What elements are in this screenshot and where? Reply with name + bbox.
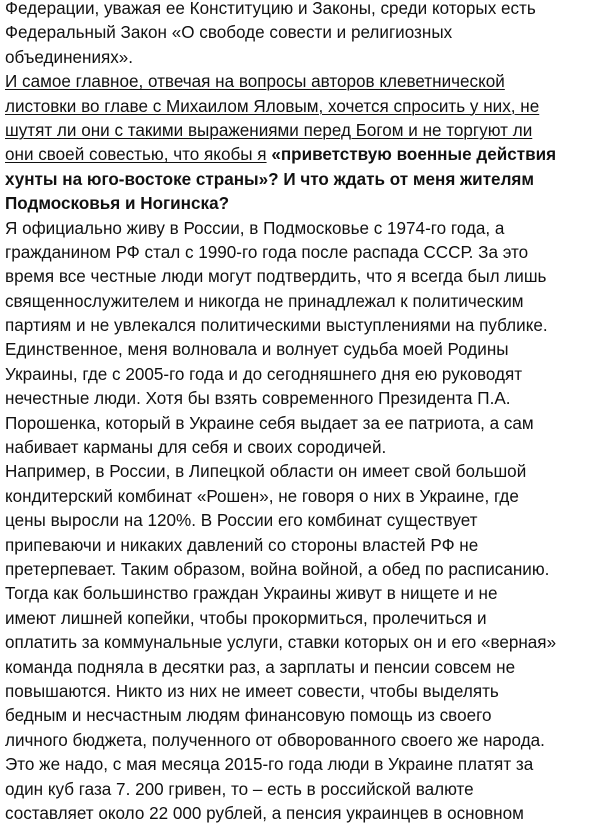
text-line: нечестные люди. Хотя бы взять современного Президента П.А.: [5, 389, 511, 409]
underlined-phrase: они своей совестью, что якобы я: [5, 145, 267, 165]
bold-text-line: хунты на юго-востоке страны»? И что ждать от меня жителям: [5, 169, 535, 189]
text-line: Я официально живу в России, в Подмосковье с 1974-го года, а: [5, 218, 505, 238]
text-line: кондитерский комбинат «Рошен», не говоря о них в Украине, где: [5, 486, 519, 506]
text-line: набивает карманы для себя и своих сородичей.: [5, 438, 387, 458]
bold-text-line: Подмосковья и Ногинска?: [5, 194, 230, 214]
text-line: объединениях».: [5, 47, 134, 67]
text-line: команда подняла в десятки раз, а зарплаты и пенсии совсем не: [5, 657, 516, 677]
underlined-text-line: листовки во главе с Михаилом Яловым, хочется спросить у них, не: [5, 96, 540, 116]
text-line: Это же надо, с мая месяца 2015-го года люди в Украине платят за: [5, 755, 534, 775]
text-line: священнослужителем и никогда не принадлежал к политическим: [5, 291, 524, 311]
text-line: гражданином РФ стал с 1990-го года после распада СССР. За это: [5, 242, 529, 262]
text-line: имеют лишней копейки, чтобы прокормиться, пролечиться и: [5, 608, 487, 628]
text-line: Например, в России, в Липецкой области он имеет свой большой: [5, 462, 527, 482]
text-line: припеваючи и никаких давлений со стороны властей РФ не: [5, 535, 479, 555]
text-line: Украины, где с 2005-го года и до сегодняшнего дня ею руководят: [5, 364, 523, 384]
text-line: Порошенка, который в Украине себя выдает за ее патриота, а сам: [5, 413, 534, 433]
text-line: Единственное, меня волновала и волнует судьба моей Родины: [5, 340, 509, 360]
text-line: оплатить за коммунальные услуги, ставки которых он и его «верная»: [5, 633, 557, 653]
text-line: Тогда как большинство граждан Украины живут в нищете и не: [5, 584, 498, 604]
text-line: время все честные люди могут подтвердить, что я всегда был лишь: [5, 267, 547, 287]
text-line: цены выросли на 120%. В России его комбинат существует: [5, 511, 478, 531]
text-line: повышаются. Никто из них не имеет совести, чтобы выделять: [5, 681, 499, 701]
text-line: Федеральный Закон «О свободе совести и религиозных: [5, 23, 453, 43]
mixed-emphasis-line: [5, 143, 595, 167]
text-line: один куб газа 7. 200 гривен, то – есть в российской валюте: [5, 779, 474, 799]
bold-phrase: «приветствую военные действия: [271, 145, 557, 165]
text-line: претерпевает. Таким образом, война войной, а обед по расписанию.: [5, 559, 550, 579]
text-line: бедным и несчастным людям финансовую помощь из своего: [5, 706, 492, 726]
text-line: партиям и не увлекался политическими выступлениями на публике.: [5, 316, 548, 336]
text-line: личного бюджета, полученного от обворованного своего же народа.: [5, 730, 545, 750]
underlined-text-line: И самое главное, отвечая на вопросы авторов клеветнической: [5, 72, 505, 92]
document-text: [5, 0, 595, 826]
text-line: Федерации, уважая ее Конституцию и Законы, среди которых есть: [5, 0, 536, 18]
underlined-text-line: шутят ли они с такими выражениями перед Богом и не торгуют ли: [5, 120, 533, 140]
text-line: составляет около 22 000 рублей, а пенсия украинцев в основном: [5, 803, 524, 823]
